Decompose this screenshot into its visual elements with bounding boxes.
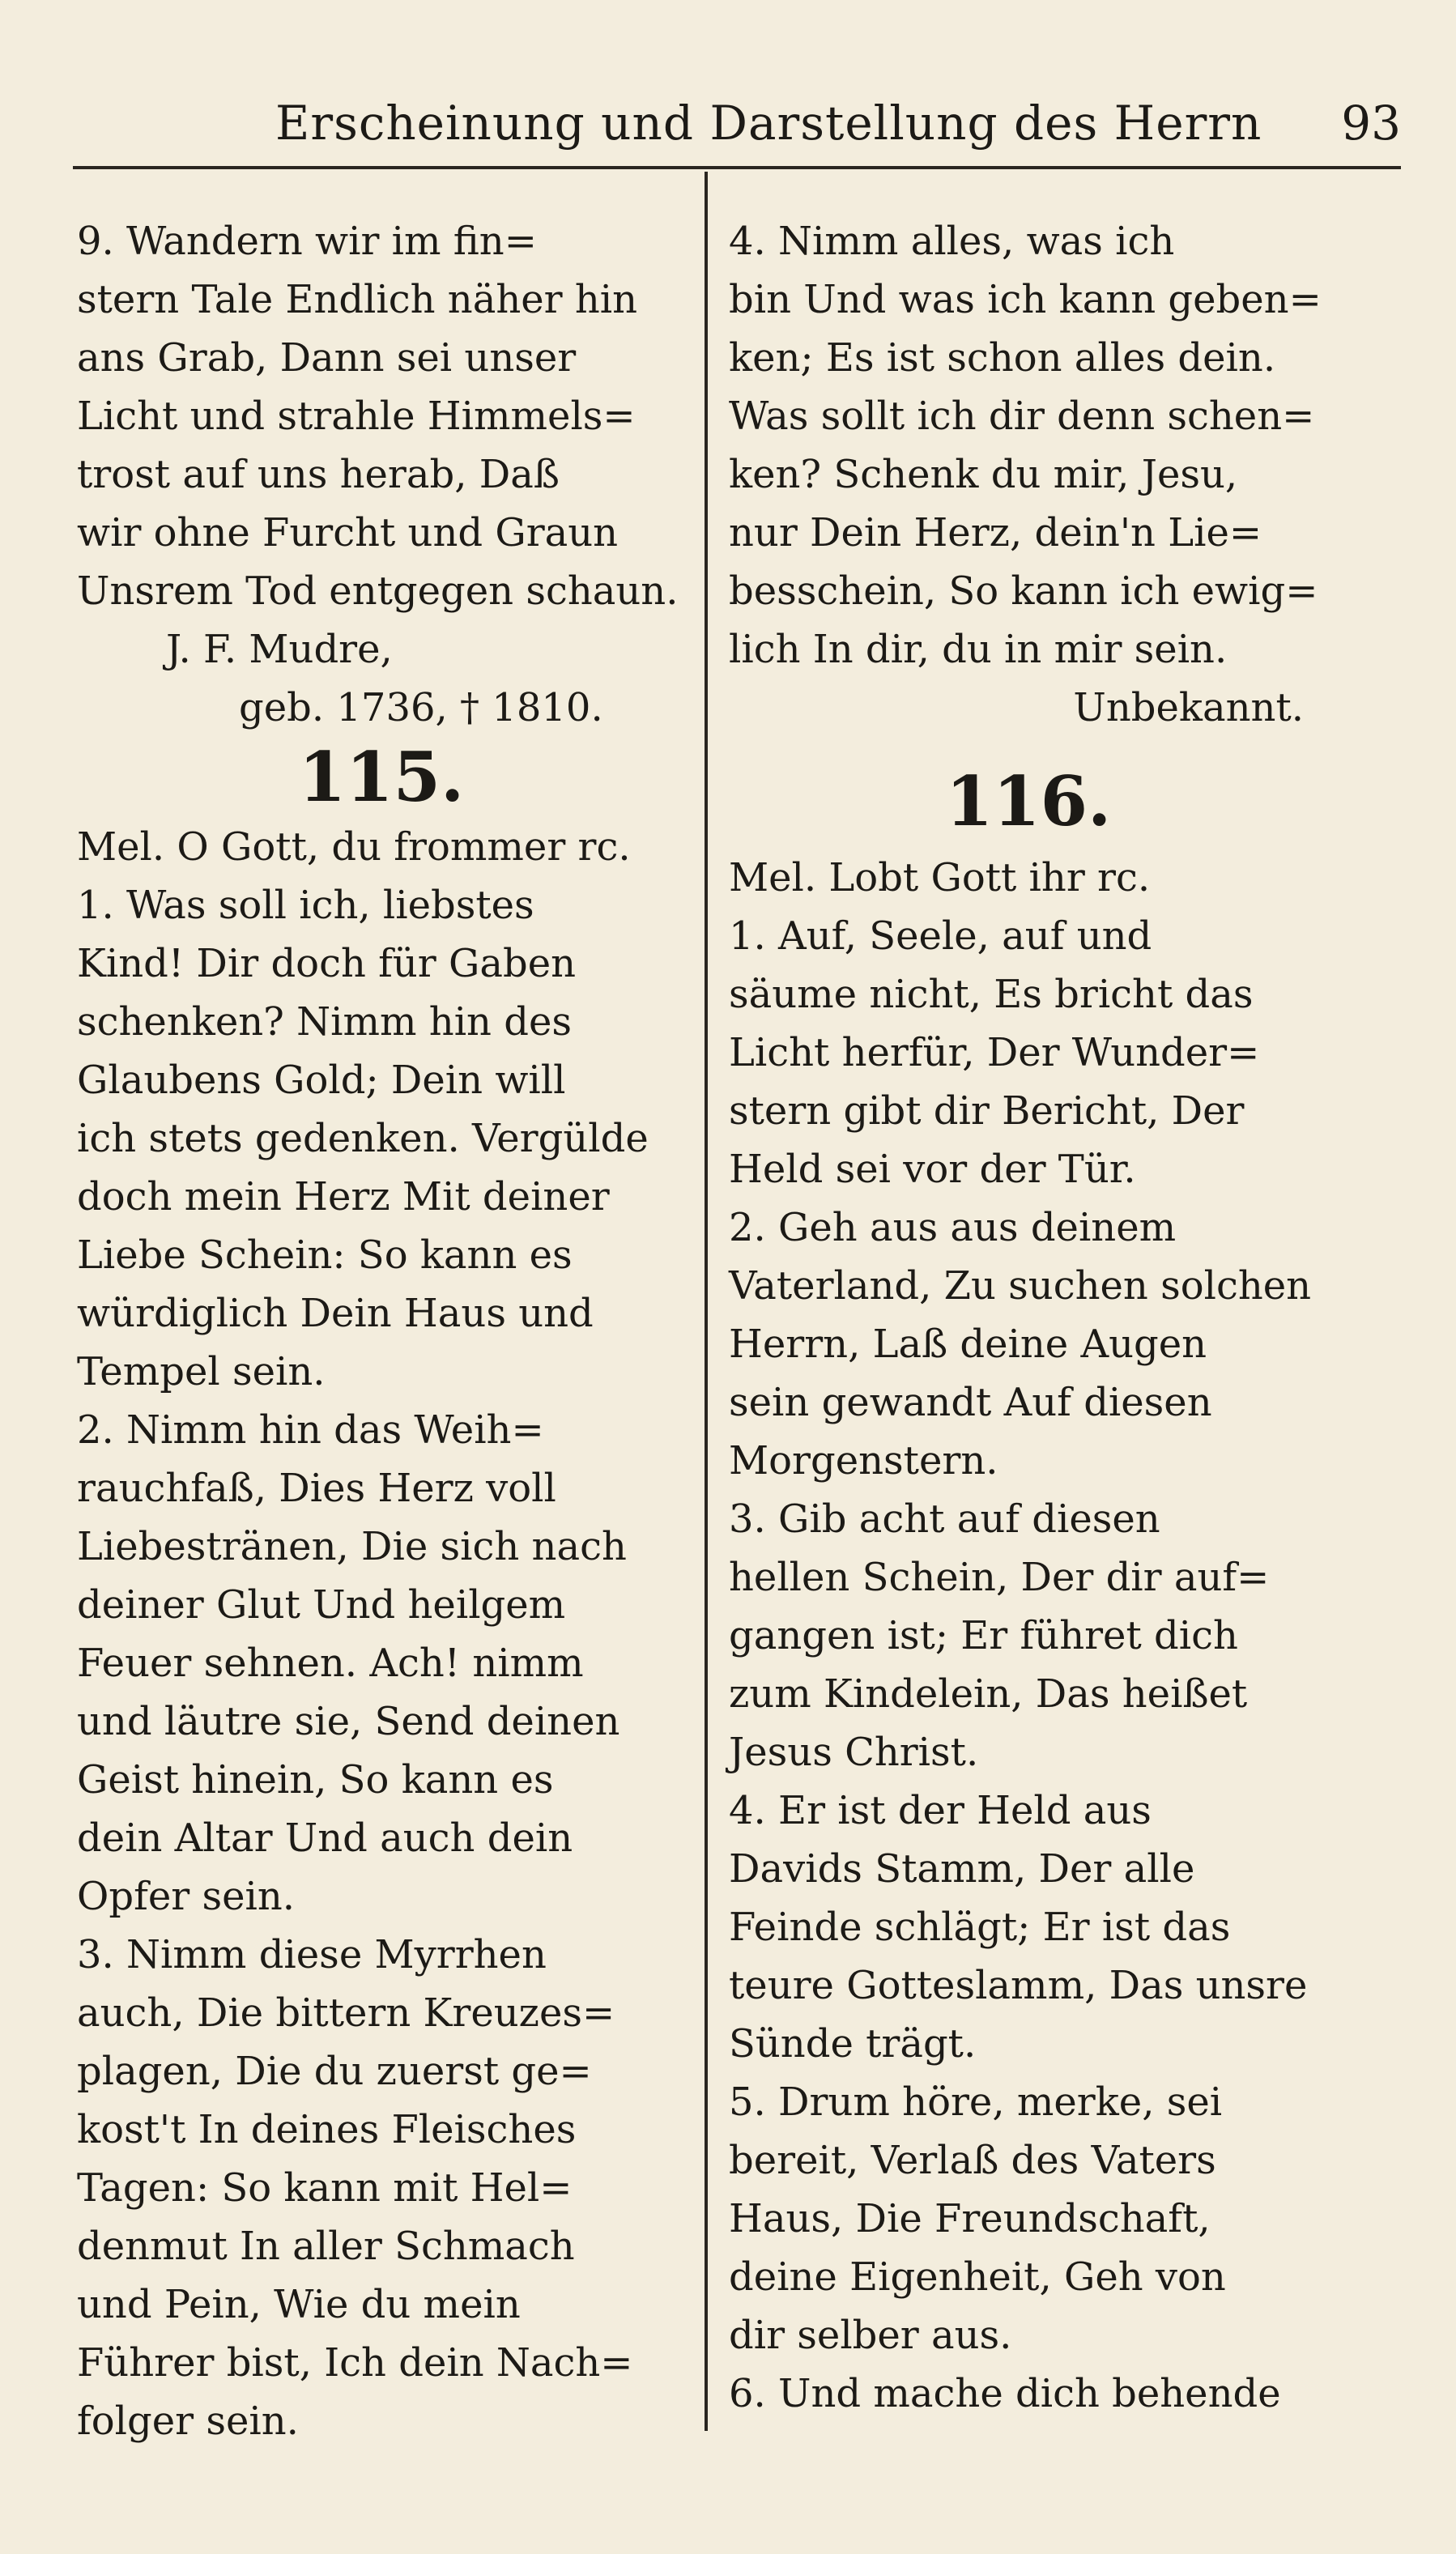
verse-line: dein Altar Und auch dein xyxy=(77,1815,573,1861)
verse-line: nur Dein Herz, dein'n Lie= xyxy=(729,510,1262,555)
author-dates: geb. 1736, † 1810. xyxy=(239,685,603,730)
author-attribution: Unbekannt. xyxy=(1073,685,1304,730)
verse-line: und Pein, Wie du mein xyxy=(77,2282,521,2327)
verse-line: wir ohne Furcht und Graun xyxy=(77,510,619,555)
verse-line: Tempel sein. xyxy=(77,1349,326,1394)
header-rule xyxy=(73,166,1401,169)
verse-line: Tagen: So kann mit Hel= xyxy=(77,2165,573,2211)
verse-line: würdiglich Dein Haus und xyxy=(77,1291,594,1336)
verse-line: ken; Es ist schon alles dein. xyxy=(729,335,1276,381)
verse-line: schenken? Nimm hin des xyxy=(77,999,572,1045)
verse-line: 1. Auf, Seele, auf und xyxy=(729,913,1152,959)
verse-line: Vaterland, Zu suchen solchen xyxy=(729,1263,1312,1309)
page-header xyxy=(73,81,1401,154)
verse-line: Glaubens Gold; Dein will xyxy=(77,1058,566,1103)
verse-line: Davids Stamm, Der alle xyxy=(729,1846,1195,1892)
verse-line: Unsrem Tod entgegen schaun. xyxy=(77,568,679,614)
verse-line: stern gibt dir Bericht, Der xyxy=(729,1088,1245,1134)
verse-line: zum Kindelein, Das heißet xyxy=(729,1671,1248,1717)
hymn-number-115: 115. xyxy=(298,737,465,817)
verse-line: Licht und strahle Himmels= xyxy=(77,394,636,439)
verse-line: stern Tale Endlich näher hin xyxy=(77,277,638,322)
verse-line: Herrn, Laß deine Augen xyxy=(729,1322,1207,1367)
verse-line: sein gewandt Auf diesen xyxy=(729,1380,1212,1425)
right-column xyxy=(729,212,1328,2423)
verse-line: trost auf uns herab, Daß xyxy=(77,452,560,497)
melody-line: Mel. O Gott, du frommer rc. xyxy=(77,824,631,870)
verse-line: Opfer sein. xyxy=(77,1874,296,1919)
verse-line: hellen Schein, Der dir auf= xyxy=(729,1555,1270,1600)
verse-line: Licht herfür, Der Wunder= xyxy=(729,1030,1260,1075)
verse-line: 1. Was soll ich, liebstes xyxy=(77,883,534,928)
verse-line: gangen ist; Er führet dich xyxy=(729,1613,1238,1658)
verse-line: und läutre sie, Send deinen xyxy=(77,1699,620,1744)
verse-line: 3. Nimm diese Myrrhen xyxy=(77,1932,547,1977)
verse-line: 4. Nimm alles, was ich xyxy=(729,219,1175,264)
verse-line: Haus, Die Freundschaft, xyxy=(729,2196,1211,2241)
verse-line: 6. Und mache dich behende xyxy=(729,2371,1281,2416)
column-divider xyxy=(705,172,708,2431)
verse-line: 5. Drum höre, merke, sei xyxy=(729,2079,1223,2125)
melody-line: Mel. Lobt Gott ihr rc. xyxy=(729,855,1151,900)
verse-line: ans Grab, Dann sei unser xyxy=(77,335,577,381)
verse-line: 2. Nimm hin das Weih= xyxy=(77,1407,544,1453)
verse-line: besschein, So kann ich ewig= xyxy=(729,568,1318,614)
verse-line: denmut In aller Schmach xyxy=(77,2224,575,2269)
verse-line: 9. Wandern wir im fin= xyxy=(77,219,537,264)
verse-line: Feinde schlägt; Er ist das xyxy=(729,1905,1231,1950)
verse-line: doch mein Herz Mit deiner xyxy=(77,1174,610,1220)
verse-line: auch, Die bittern Kreuzes= xyxy=(77,1990,615,2036)
verse-line: folger sein. xyxy=(77,2399,299,2444)
verse-line: deine Eigenheit, Geh von xyxy=(729,2254,1226,2300)
verse-line: Morgenstern. xyxy=(729,1438,998,1483)
verse-line: Held sei vor der Tür. xyxy=(729,1147,1136,1192)
verse-line: lich In dir, du in mir sein. xyxy=(729,627,1228,672)
verse-line: Sünde trägt. xyxy=(729,2021,977,2067)
verse-line: Feuer sehnen. Ach! nimm xyxy=(77,1641,584,1686)
verse-line: 4. Er ist der Held aus xyxy=(729,1788,1152,1833)
verse-line: rauchfaß, Dies Herz voll xyxy=(77,1466,556,1511)
verse-line: bereit, Verlaß des Vaters xyxy=(729,2138,1216,2183)
verse-line: ken? Schenk du mir, Jesu, xyxy=(729,452,1238,497)
author-attribution: J. F. Mudre, xyxy=(166,627,393,672)
verse-line: Führer bist, Ich dein Nach= xyxy=(77,2340,633,2386)
verse-line: Geist hinein, So kann es xyxy=(77,1757,554,1803)
page-number: 93 xyxy=(1341,96,1401,151)
verse-line: 3. Gib acht auf diesen xyxy=(729,1496,1160,1542)
verse-line: Was sollt ich dir denn schen= xyxy=(729,394,1315,439)
verse-line: bin Und was ich kann geben= xyxy=(729,277,1322,322)
verse-line: teure Gotteslamm, Das unsre xyxy=(729,1963,1308,2008)
verse-line: Liebestränen, Die sich nach xyxy=(77,1524,627,1569)
verse-line: Liebe Schein: So kann es xyxy=(77,1232,573,1278)
running-title: Erscheinung und Darstellung des Herrn xyxy=(275,96,1262,151)
verse-line: 2. Geh aus aus deinem xyxy=(729,1205,1177,1250)
hymn-number-116: 116. xyxy=(945,761,1112,841)
verse-line: ich stets gedenken. Vergülde xyxy=(77,1116,649,1161)
verse-line: deiner Glut Und heilgem xyxy=(77,1582,566,1628)
verse-line: Kind! Dir doch für Gaben xyxy=(77,941,577,986)
verse-line: plagen, Die du zuerst ge= xyxy=(77,2049,592,2094)
verse-line: säume nicht, Es bricht das xyxy=(729,972,1254,1017)
left-column xyxy=(77,212,686,2450)
verse-line: kost't In deines Fleisches xyxy=(77,2107,577,2152)
verse-line: dir selber aus. xyxy=(729,2313,1012,2358)
verse-line: Jesus Christ. xyxy=(729,1730,979,1775)
